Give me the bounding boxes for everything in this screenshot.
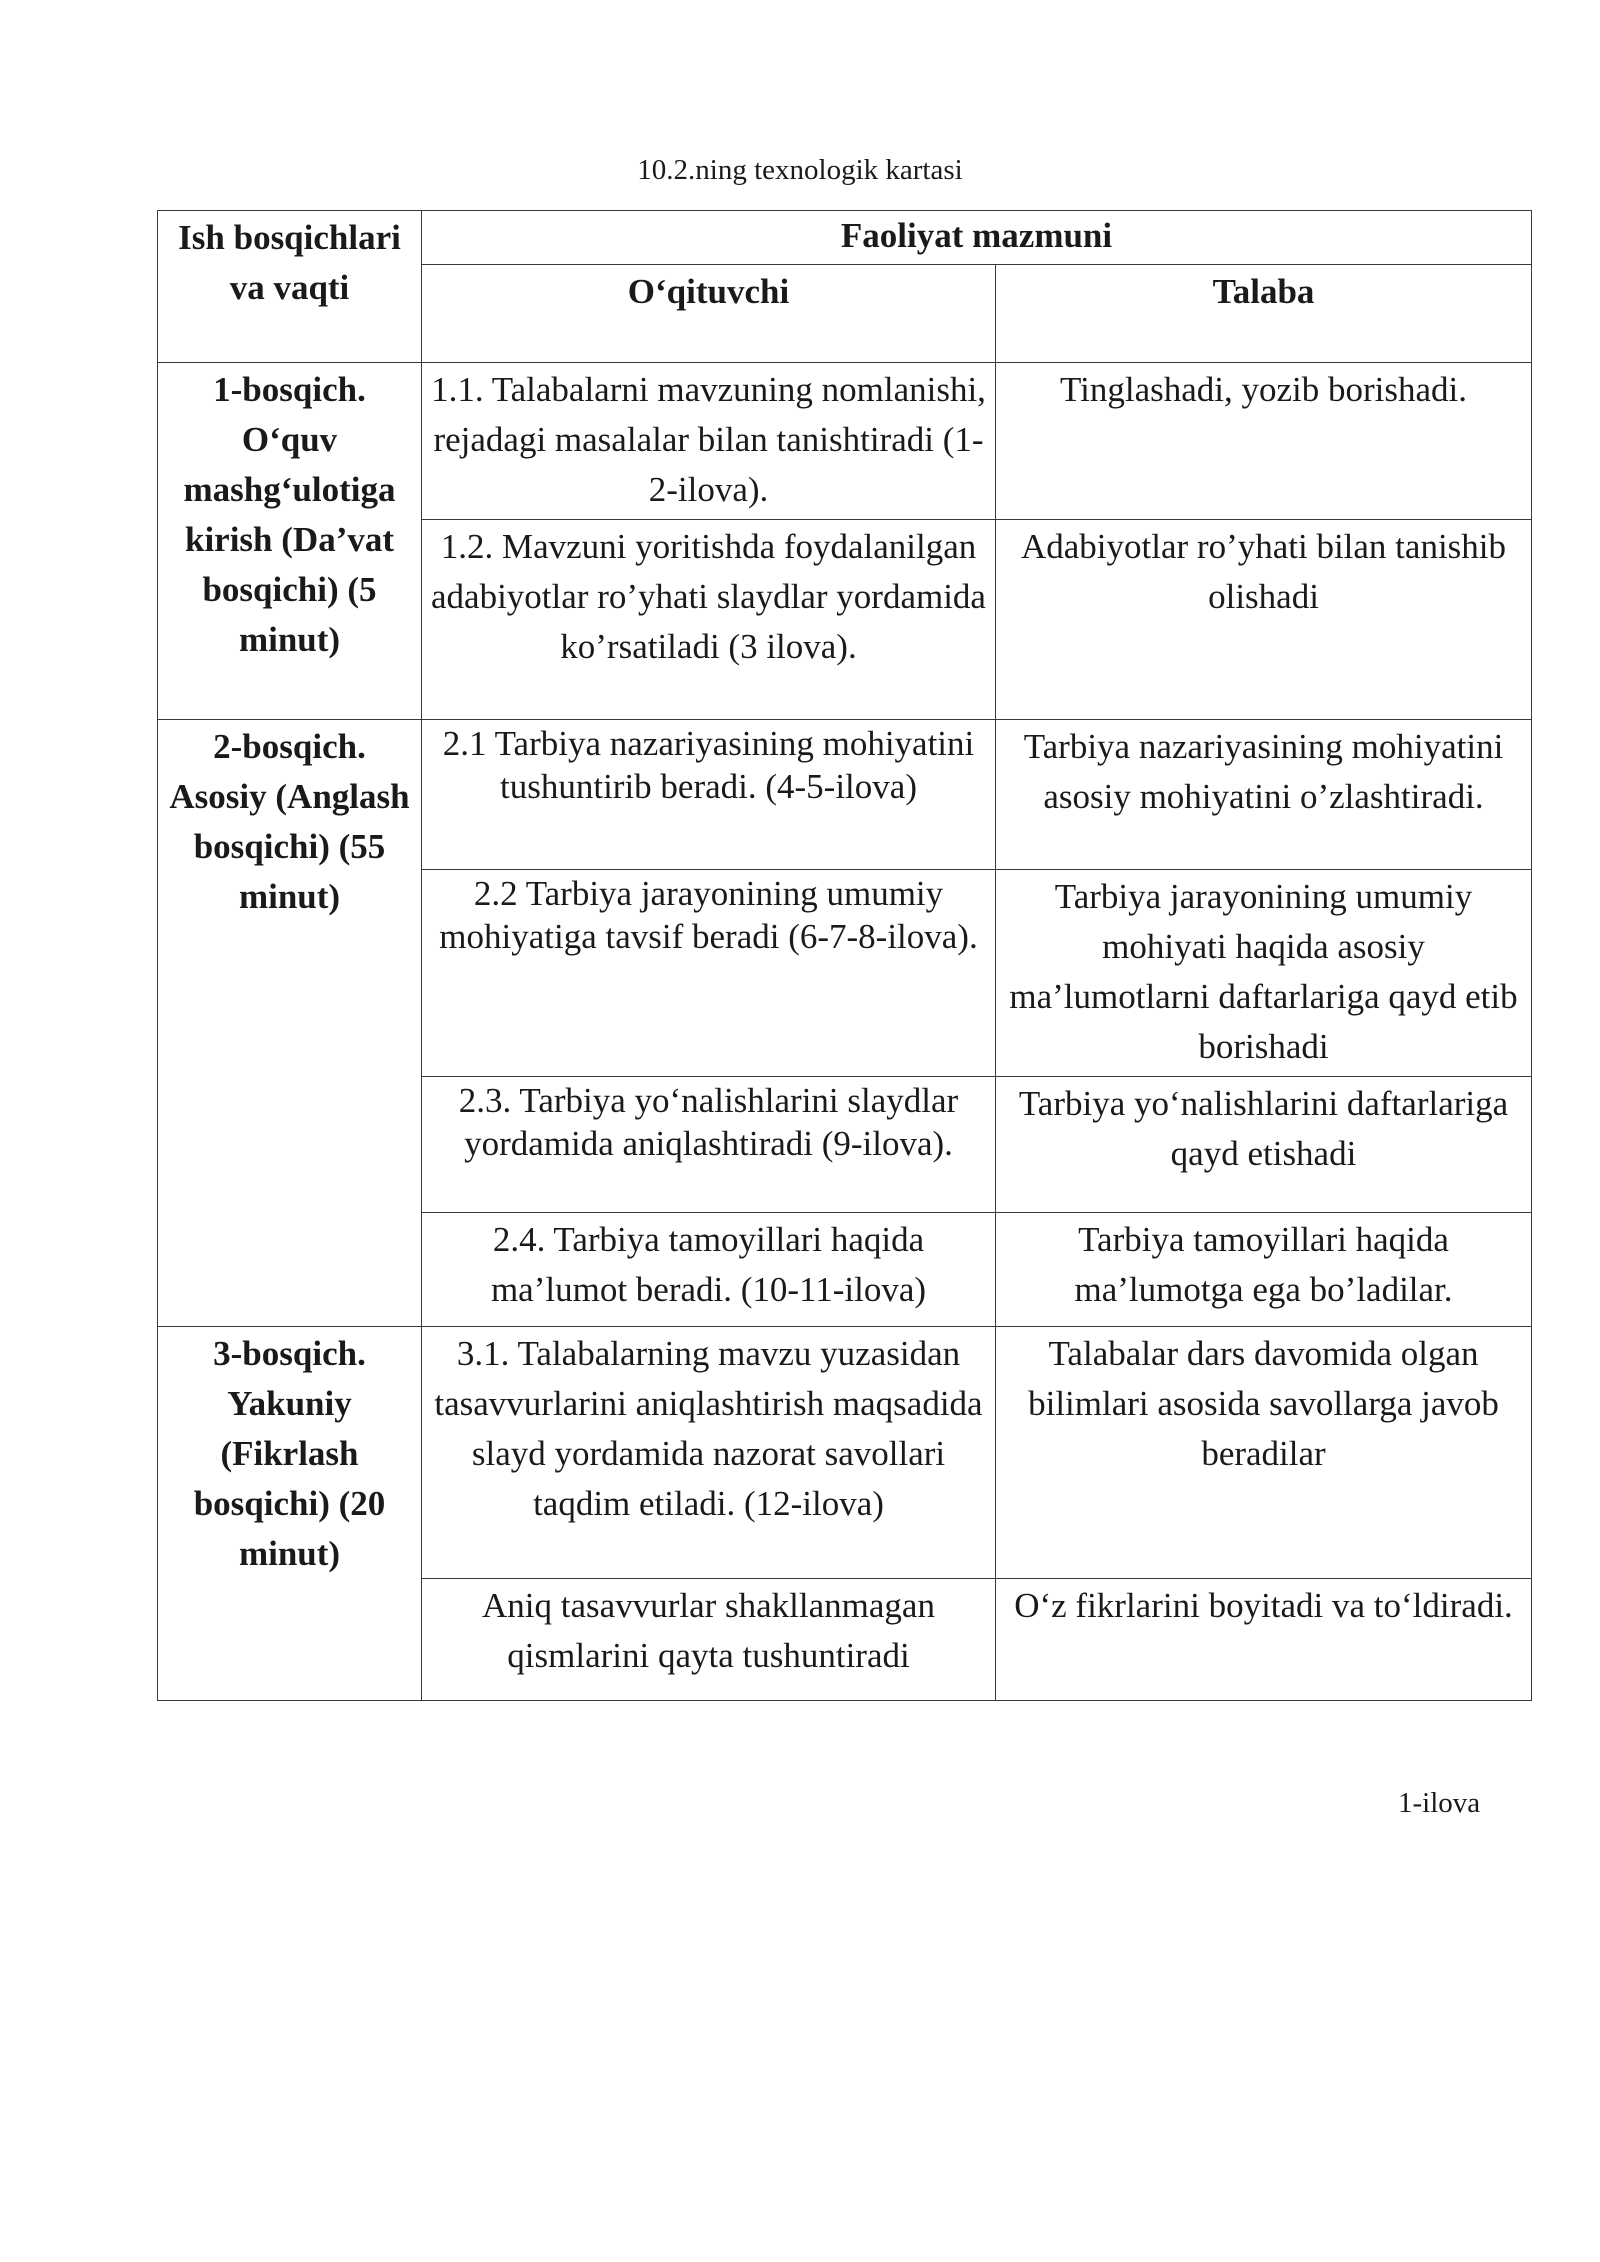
student-activity: Adabiyotlar ro’yhati bilan tanishib olishadi [996, 520, 1532, 720]
table-header-row [158, 211, 1532, 265]
teacher-activity: 1.1. Talabalarni mavzuning nomlanishi, rejadagi masalalar bilan tanishtiradi (1-2-ilova). [422, 363, 996, 520]
student-activity: Talabalar dars davomida olgan bilimlari asosida savollarga javob beradilar [996, 1327, 1532, 1579]
teacher-activity: 2.3. Tarbiya yo‘nalishlarini slaydlar yordamida aniqlashtiradi (9-ilova). [422, 1077, 996, 1213]
student-activity: Tinglashadi, yozib borishadi. [996, 363, 1532, 520]
student-activity: Tarbiya nazariyasining mohiyatini asosiy mohiyatini o’zlashtiradi. [996, 720, 1532, 870]
stage-label: 1-bosqich. O‘quv mashg‘ulotiga kirish (Da’vat bosqichi) (5 minut) [158, 363, 422, 720]
stage-column-header: Ish bosqichlari va vaqti [158, 211, 422, 363]
student-activity: Tarbiya jarayonining umumiy mohiyati haqida asosiy ma’lumotlarni daftarlariga qayd etib borishadi [996, 870, 1532, 1077]
student-activity: O‘z fikrlarini boyitadi va to‘ldiradi. [996, 1579, 1532, 1701]
student-activity: Tarbiya tamoyillari haqida ma’lumotga ega bo’ladilar. [996, 1213, 1532, 1327]
teacher-activity: Aniq tasavvurlar shakllanmagan qismlarini qayta tushuntiradi [422, 1579, 996, 1701]
teacher-activity: 3.1. Talabalarning mavzu yuzasidan tasavvurlarini aniqlashtirish maqsadida slayd yordamida nazorat savollari taqdim etiladi. (12-ilova) [422, 1327, 996, 1579]
table-row [158, 720, 1532, 870]
student-activity: Tarbiya yo‘nalishlarini daftarlariga qayd etishadi [996, 1077, 1532, 1213]
teacher-activity: 2.4. Tarbiya tamoyillari haqida ma’lumot beradi. (10-11-ilova) [422, 1213, 996, 1327]
teacher-column-header: O‘qituvchi [422, 265, 996, 363]
teacher-activity: 1.2. Mavzuni yoritishda foydalanilgan adabiyotlar ro’yhati slaydlar yordamida ko’rsatiladi (3 ilova). [422, 520, 996, 720]
appendix-label: 1-ilova [1398, 1787, 1481, 1819]
activity-content-header: Faoliyat mazmuni [422, 211, 1532, 265]
table-row [158, 1327, 1532, 1579]
student-column-header: Talaba [996, 265, 1532, 363]
page-title: 10.2.ning texnologik kartasi [637, 154, 963, 186]
stage-label: 2-bosqich. Asosiy (Anglash bosqichi) (55 minut) [158, 720, 422, 1327]
table-row [158, 363, 1532, 520]
teacher-activity: 2.2 Tarbiya jarayonining umumiy mohiyatiga tavsif beradi (6-7-8-ilova). [422, 870, 996, 1077]
stage-label: 3-bosqich. Yakuniy (Fikrlash bosqichi) (20 minut) [158, 1327, 422, 1701]
technological-card-table [157, 210, 1532, 1701]
teacher-activity: 2.1 Tarbiya nazariyasining mohiyatini tushuntirib beradi. (4-5-ilova) [422, 720, 996, 870]
